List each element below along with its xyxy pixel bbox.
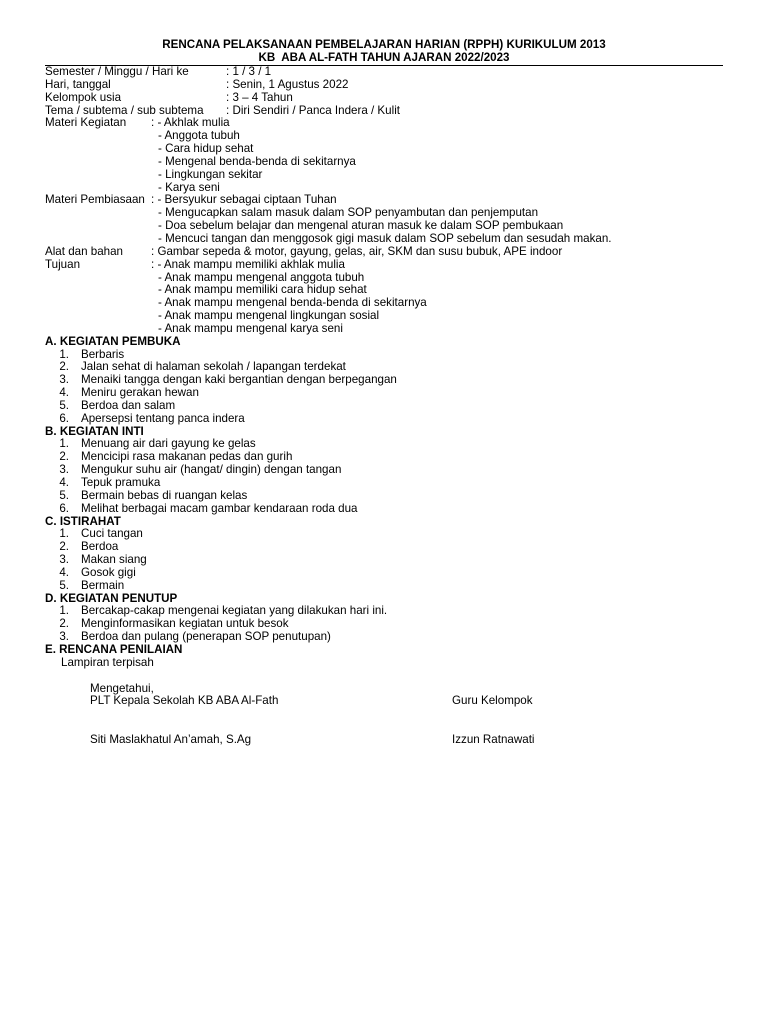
- materi-kegiatan-row: [45, 117, 735, 130]
- info-value: : 3 – 4 Tahun: [226, 90, 293, 104]
- list-item-text: Bercakap-cakap mengenai kegiatan yang dilakukan hari ini.: [81, 604, 388, 618]
- indented-list-text: - Mengenal benda-benda di sekitarnya: [158, 154, 356, 168]
- indented-list-text: - Anak mampu mengenal karya seni: [158, 321, 343, 335]
- info-value: : Senin, 1 Agustus 2022: [226, 77, 349, 91]
- list-item-text: Meniru gerakan hewan: [81, 386, 199, 400]
- indented-list-item: [45, 297, 735, 310]
- materi-pembiasaan-list: [45, 207, 735, 246]
- signature-names-row: [45, 734, 735, 747]
- section-title: C. ISTIRAHAT: [45, 514, 121, 528]
- section-title: D. KEGIATAN PENUTUP: [45, 591, 178, 605]
- indented-list-text: - Mencuci tangan dan menggosok gigi masuk dalam SOP sebelum dan sesudah makan.: [158, 231, 612, 245]
- list-number: 2.: [59, 540, 69, 554]
- info-value: : 1 / 3 / 1: [226, 65, 272, 78]
- list-item: [45, 503, 735, 516]
- info-label: Hari, tanggal: [45, 77, 111, 91]
- list-item-text: Bermain: [81, 578, 125, 592]
- tujuan-first: : - Anak mampu memiliki akhlak mulia: [151, 257, 345, 271]
- list-item: [45, 580, 735, 593]
- principal-name: Siti Maslakhatul An’amah, S.Ag: [90, 732, 252, 746]
- tujuan-list: [45, 272, 735, 336]
- list-item-text: Berbaris: [81, 347, 125, 361]
- list-item-text: Berdoa dan pulang (penerapan SOP penutupan): [81, 630, 331, 644]
- list-item: [45, 477, 735, 490]
- indented-list-text: - Cara hidup sehat: [158, 142, 254, 156]
- list-item: [45, 413, 735, 426]
- list-number: 3.: [59, 373, 69, 387]
- info-value: : Diri Sendiri / Panca Indera / Kulit: [226, 103, 400, 117]
- indented-list-item: [45, 143, 735, 156]
- alat-bahan-label: Alat dan bahan: [45, 244, 124, 258]
- indented-list-text: - Anak mampu mengenal benda-benda di sekitarnya: [158, 296, 427, 310]
- list-item-text: Melihat berbagai macam gambar kendaraan roda dua: [81, 501, 358, 515]
- info-row-date: [45, 79, 735, 92]
- list-number: 1.: [59, 347, 69, 361]
- spacer: [45, 670, 735, 683]
- indented-list-text: - Anak mampu memiliki cara hidup sehat: [158, 283, 367, 297]
- info-label: Tema / subtema / sub subtema: [45, 103, 204, 117]
- list-item-text: Mengukur suhu air (hangat/ dingin) dengan tangan: [81, 463, 342, 477]
- indented-list-text: - Mengucapkan salam masuk dalam SOP penyambutan dan penjemputan: [158, 206, 539, 220]
- indented-list-item: [45, 130, 735, 143]
- list-number: 4.: [59, 386, 69, 400]
- info-label: Semester / Minggu / Hari ke: [45, 65, 189, 78]
- list-number: 4.: [59, 476, 69, 489]
- list-number: 1.: [59, 437, 69, 451]
- indented-list-item: [45, 323, 735, 336]
- list-number: 1.: [59, 527, 69, 541]
- list-item-text: Jalan sehat di halaman sekolah / lapangan terdekat: [81, 360, 346, 374]
- list-number: 3.: [59, 630, 69, 644]
- materi-kegiatan-list: [45, 130, 735, 194]
- indented-list-text: - Karya seni: [158, 180, 220, 194]
- signature-roles-row: [45, 695, 735, 708]
- list-number: 6.: [59, 501, 69, 515]
- spacer: [45, 721, 735, 734]
- list-number: 5.: [59, 488, 69, 502]
- document-body: [45, 66, 735, 747]
- list-item: [45, 567, 735, 580]
- list-number: 6.: [59, 411, 69, 425]
- list-item-text: Menaiki tangga dengan kaki bergantian dengan berpegangan: [81, 373, 397, 387]
- penilaian-row: [45, 657, 735, 670]
- materi-kegiatan-first: : - Akhlak mulia: [151, 116, 230, 130]
- indented-list-item: [45, 169, 735, 182]
- activity-sections: [45, 336, 735, 644]
- penilaian-text: Lampiran terpisah: [61, 655, 154, 669]
- info-row-theme: [45, 105, 735, 118]
- list-item-text: Tepuk pramuka: [81, 476, 161, 489]
- list-number: 4.: [59, 565, 69, 579]
- list-item-text: Berdoa: [81, 540, 119, 554]
- info-row-age-group: [45, 92, 735, 105]
- info-row-semester: [45, 66, 735, 79]
- tujuan-row: [45, 259, 735, 272]
- list-number: 5.: [59, 578, 69, 592]
- document-title: [45, 38, 723, 64]
- indented-list-text: - Anggota tubuh: [158, 129, 240, 143]
- list-item-text: Apersepsi tentang panca indera: [81, 411, 245, 425]
- list-item-text: Mencicipi rasa makanan pedas dan gurih: [81, 450, 293, 464]
- list-item: [45, 387, 735, 400]
- alat-bahan-value: : Gambar sepeda & motor, gayung, gelas, air, SKM dan susu bubuk, APE indoor: [151, 244, 563, 258]
- list-number: 3.: [59, 463, 69, 477]
- section-title-penilaian: E. RENCANA PENILAIAN: [45, 642, 183, 656]
- tujuan-label: Tujuan: [45, 257, 81, 271]
- title-line-1: RENCANA PELAKSANAAN PEMBELAJARAN HARIAN (RPPH) KURIKULUM 2013: [162, 38, 606, 51]
- list-item-text: Menuang air dari gayung ke gelas: [81, 437, 256, 451]
- teacher-name: Izzun Ratnawati: [452, 732, 535, 746]
- list-number: 2.: [59, 617, 69, 631]
- materi-pembiasaan-label: Materi Pembiasaan: [45, 193, 145, 207]
- info-label: Kelompok usia: [45, 90, 122, 104]
- indented-list-item: [45, 156, 735, 169]
- indented-list-text: - Anak mampu mengenal anggota tubuh: [158, 270, 365, 284]
- list-item-text: Bermain bebas di ruangan kelas: [81, 488, 248, 502]
- list-number: 3.: [59, 553, 69, 567]
- list-number: 1.: [59, 604, 69, 618]
- indented-list-text: - Lingkungan sekitar: [158, 167, 263, 181]
- list-item: [45, 554, 735, 567]
- title-line-2: KB ABA AL-FATH TAHUN AJARAN 2022/2023: [258, 51, 510, 64]
- teacher-role: Guru Kelompok: [452, 694, 533, 708]
- list-item-text: Menginformasikan kegiatan untuk besok: [81, 617, 289, 631]
- list-item-text: Berdoa dan salam: [81, 398, 176, 412]
- materi-kegiatan-label: Materi Kegiatan: [45, 116, 127, 130]
- indented-list-item: [45, 182, 735, 195]
- list-number: 2.: [59, 450, 69, 464]
- list-item: [45, 528, 735, 541]
- indented-list-text: - Doa sebelum belajar dan mengenal aturan masuk ke dalam SOP pembukaan: [158, 219, 564, 233]
- list-item: [45, 490, 735, 503]
- list-number: 5.: [59, 398, 69, 412]
- list-item-text: Gosok gigi: [81, 565, 136, 579]
- list-item: [45, 400, 735, 413]
- list-item-text: Cuci tangan: [81, 527, 143, 541]
- indented-list-item: [45, 272, 735, 285]
- indented-list-item: [45, 233, 735, 246]
- materi-pembiasaan-first: : - Bersyukur sebagai ciptaan Tuhan: [151, 193, 337, 207]
- list-item-text: Makan siang: [81, 553, 147, 567]
- indented-list-item: [45, 310, 735, 323]
- mengetahui-text: Mengetahui,: [90, 681, 154, 695]
- spacer: [45, 708, 735, 721]
- alat-bahan-row: [45, 246, 735, 259]
- principal-role: PLT Kepala Sekolah KB ABA Al-Fath: [90, 694, 279, 708]
- list-item: [45, 541, 735, 554]
- section-title: A. KEGIATAN PEMBUKA: [45, 334, 181, 348]
- section-title: B. KEGIATAN INTI: [45, 424, 144, 438]
- indented-list-text: - Anak mampu mengenal lingkungan sosial: [158, 309, 380, 323]
- list-number: 2.: [59, 360, 69, 374]
